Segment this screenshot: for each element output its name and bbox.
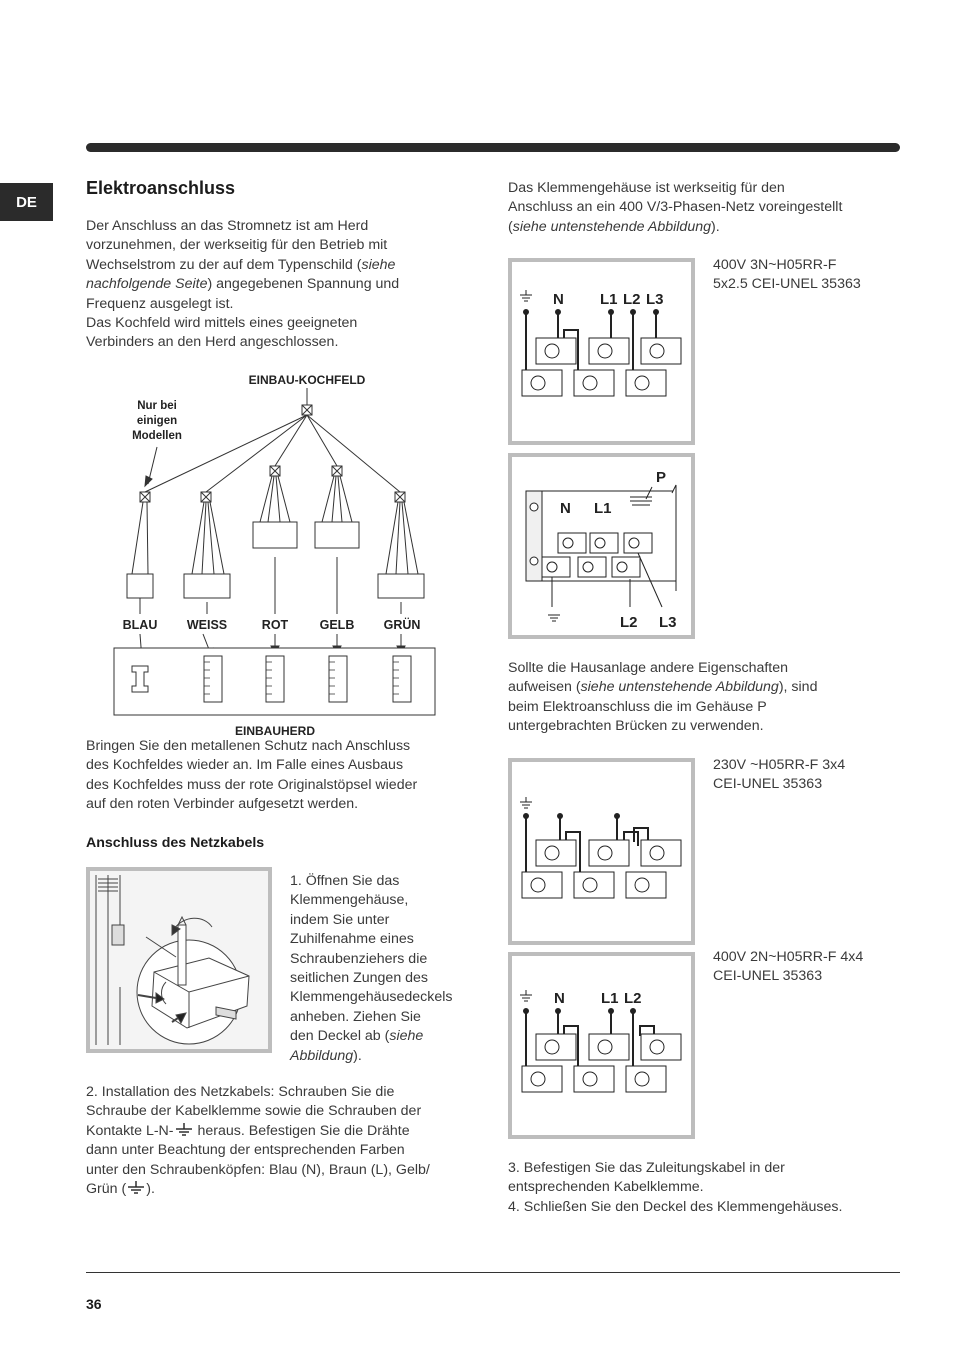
label-n: N: [553, 291, 564, 308]
label-nur-bei-modellen: Nur bei einigen Modellen: [132, 400, 182, 442]
page-number: 36: [86, 1296, 102, 1312]
step2-paragraph: 2. Installation des Netzkabels: Schrauben Sie die Schraube der Kabelklemme sowie die Schrauben der Kontakte L-N- heraus. Befestigen Sie die Drähte dann unter Beachtung der entsprechenden Farben unter den Schraubenköpfen: Blau (N), Braun (L), Gelb/ Grün ( ).: [86, 1084, 430, 1198]
right-end-paragraph: 3. Befestigen Sie das Zuleitungskabel in der entsprechenden Kabelklemme. 4. Schließen Sie den Deckel des Klemmengehäuses.: [508, 1160, 843, 1215]
terminal-diagram-230v: [508, 758, 695, 945]
diag3-caption: 230V ~H05RR-F 3x4 CEI-UNEL 35363: [713, 757, 846, 793]
header-rule: [86, 143, 900, 152]
diag1-caption: 400V 3N~H05RR-F 5x2.5 CEI-UNEL 35363: [713, 257, 861, 293]
label-l1: L1: [594, 500, 612, 517]
wiring-diagram: [100, 372, 450, 742]
label-blau: BLAU: [122, 618, 158, 632]
intro-paragraph: Der Anschluss an das Stromnetz ist am Herd vorzunehmen, der werkseitig für den Betrieb mit Wechselstrom zu der auf dem Typenschild (siehe nachfolgende Seite) angegebenen Spannung und Frequenz ausgelegt ist. Das Kochfeld wird mittels eines geeigneten Verbinders an den Herd angeschlossen.: [86, 218, 400, 351]
terminal-block-230v-icon: [512, 762, 691, 941]
terminal-block-3n-icon: [512, 262, 691, 441]
language-tab: DE: [0, 183, 53, 221]
footer-rule: [86, 1272, 900, 1273]
label-l2: L2: [623, 291, 641, 308]
label-p: P: [656, 469, 667, 486]
label-weiss: WEISS: [186, 618, 228, 632]
label-l1: L1: [601, 990, 619, 1007]
label-n: N: [554, 990, 565, 1007]
label-n: N: [560, 500, 571, 517]
label-l3: L3: [646, 291, 664, 308]
label-l2: L2: [624, 990, 642, 1007]
terminal-diagram-400v-2n: [508, 952, 695, 1139]
screwdriver-illustration: [86, 867, 272, 1053]
right-mid-paragraph: Sollte die Hausanlage andere Eigenschaften aufweisen (siehe untenstehende Abbildung), sind beim Elektroanschluss die im Gehäuse P untergebrachten Brücken zu verwenden.: [508, 660, 818, 735]
terminal-housing-p-diagram: [508, 453, 695, 639]
ground-icon: [126, 1180, 146, 1196]
label-l1: L1: [600, 291, 618, 308]
wiring-lines: [100, 372, 450, 742]
label-gelb: GELB: [319, 618, 355, 632]
right-intro-paragraph: Das Klemmengehäuse ist werkseitig für den Anschluss an ein 400 V/3-Phasen-Netz voreingestellt (siehe untenstehende Abbildung).: [508, 180, 843, 235]
label-gruen: GRÜN: [383, 618, 421, 632]
label-l2: L2: [620, 614, 638, 631]
terminal-box-opening-icon: [86, 867, 272, 1053]
after-diagram-paragraph: Bringen Sie den metallenen Schutz nach Anschluss des Kochfeldes wieder an. Im Falle eines Ausbaus des Kochfeldes muss der rote Originalstöpsel wieder auf den roten Verbinder aufgesetzt werden.: [86, 738, 418, 813]
diag4-caption: 400V 2N~H05RR-F 4x4 CEI-UNEL 35363: [713, 949, 864, 985]
terminal-block-2n-icon: [512, 956, 691, 1135]
section-title-netzkabel: Anschluss des Netzkabels: [86, 835, 265, 851]
page-title: Elektroanschluss: [86, 178, 236, 198]
terminal-diagram-400v-3n: [508, 258, 695, 445]
label-einbau-kochfeld: EINBAU-KOCHFELD: [248, 373, 366, 387]
label-einbauherd: EINBAUHERD: [234, 724, 315, 738]
ground-icon: [174, 1122, 194, 1138]
step1-paragraph: 1. Öffnen Sie das Klemmengehäuse, indem Sie unter Zuhilfenahme eines Schraubenziehers die seitlichen Zungen des Klemmengehäusedeckels anheben. Ziehen Sie den Deckel ab (siehe Abbildung).: [290, 873, 453, 1064]
label-rot: ROT: [261, 618, 289, 632]
label-l3: L3: [659, 614, 677, 631]
